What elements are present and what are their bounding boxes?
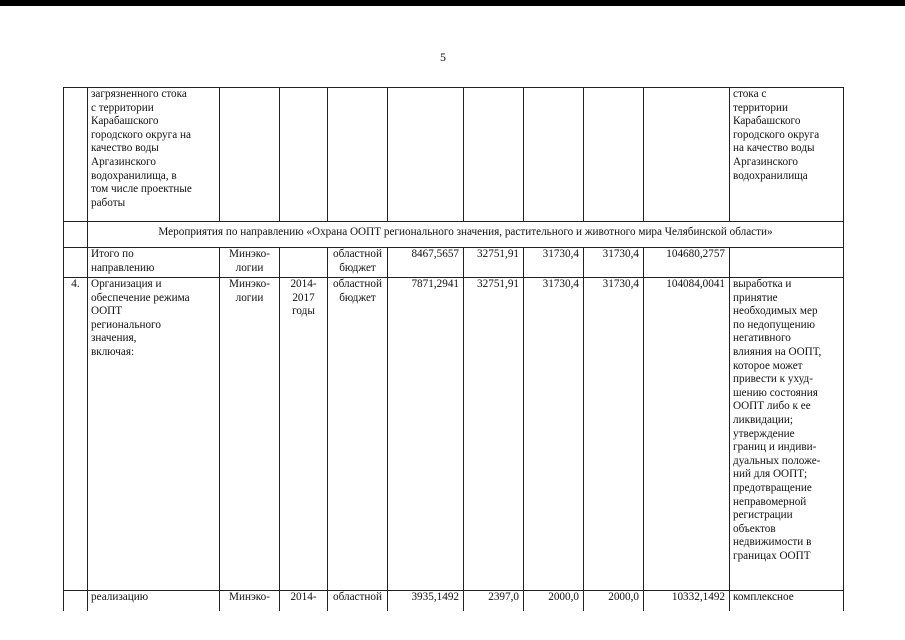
cell-source: областной	[328, 591, 388, 612]
table-row-item-4	[64, 278, 844, 591]
cell-name: Организация и обеспечение режима ООПТ регионального значения, включая:	[88, 278, 220, 591]
cell-period	[280, 248, 328, 278]
table-row-continuation	[64, 88, 844, 222]
cell-v3: 31730,4	[524, 278, 584, 591]
cell-result: комплексное	[730, 591, 844, 612]
cell-num	[64, 88, 88, 222]
cell-num: 4.	[64, 278, 88, 591]
cell-result	[730, 248, 844, 278]
cell-v2	[464, 88, 524, 222]
section-title: Мероприятия по направлению «Охрана ООПТ регионального значения, растительного и животного мира Челябинской области»	[88, 222, 844, 248]
cell-executor: Минэко- логии	[220, 248, 280, 278]
cell-v1: 3935,1492	[388, 591, 464, 612]
cell-v2: 32751,91	[464, 248, 524, 278]
cell-v2: 2397,0	[464, 591, 524, 612]
cell-period: 2014- 2017 годы	[280, 278, 328, 591]
page-number: 5	[440, 50, 446, 64]
cell-total: 10332,1492	[644, 591, 730, 612]
cell-v2: 32751,91	[464, 278, 524, 591]
cell-num	[64, 591, 88, 612]
table-row-partial	[64, 591, 844, 612]
cell-executor: Минэко-	[220, 591, 280, 612]
cell-v3	[524, 88, 584, 222]
cell-period: 2014-	[280, 591, 328, 612]
cell-v4	[584, 88, 644, 222]
cell-total: 104680,2757	[644, 248, 730, 278]
cell-v1: 8467,5657	[388, 248, 464, 278]
program-table	[63, 87, 844, 611]
cell-num	[64, 222, 88, 248]
cell-num	[64, 248, 88, 278]
cell-name: реализацию	[88, 591, 220, 612]
table-row-section	[64, 222, 844, 248]
cell-name: загрязненного стока с территории Карабашского городского округа на качество воды Аргазинского водохранилища, в том числе проектные работы	[88, 88, 220, 222]
cell-total: 104084,0041	[644, 278, 730, 591]
cell-result: выработка и принятие необходимых мер по недопущению негативного влияния на ООПТ, которое может привести к ухуд- шению состояния ООПТ либо к ее ликвидации; утверждение границ и индиви- дуальных положе- ний для ООПТ; предотвращение неправомерной регистрации объектов недвижимости в границах ООПТ	[730, 278, 844, 591]
cell-name: Итого по направлению	[88, 248, 220, 278]
cell-v4: 2000,0	[584, 591, 644, 612]
cell-period	[280, 88, 328, 222]
cell-v3: 31730,4	[524, 248, 584, 278]
cell-v3: 2000,0	[524, 591, 584, 612]
cell-source: областной бюджет	[328, 278, 388, 591]
cell-v4: 31730,4	[584, 248, 644, 278]
cell-v1	[388, 88, 464, 222]
cell-executor: Минэко- логии	[220, 278, 280, 591]
cell-executor	[220, 88, 280, 222]
cell-source: областной бюджет	[328, 248, 388, 278]
cell-total	[644, 88, 730, 222]
table-row-total	[64, 248, 844, 278]
cell-v4: 31730,4	[584, 278, 644, 591]
cell-result: стока с территории Карабашского городского округа на качество воды Аргазинского водохранилища	[730, 88, 844, 222]
top-border-bar	[0, 0, 905, 6]
cell-source	[328, 88, 388, 222]
cell-v1: 7871,2941	[388, 278, 464, 591]
